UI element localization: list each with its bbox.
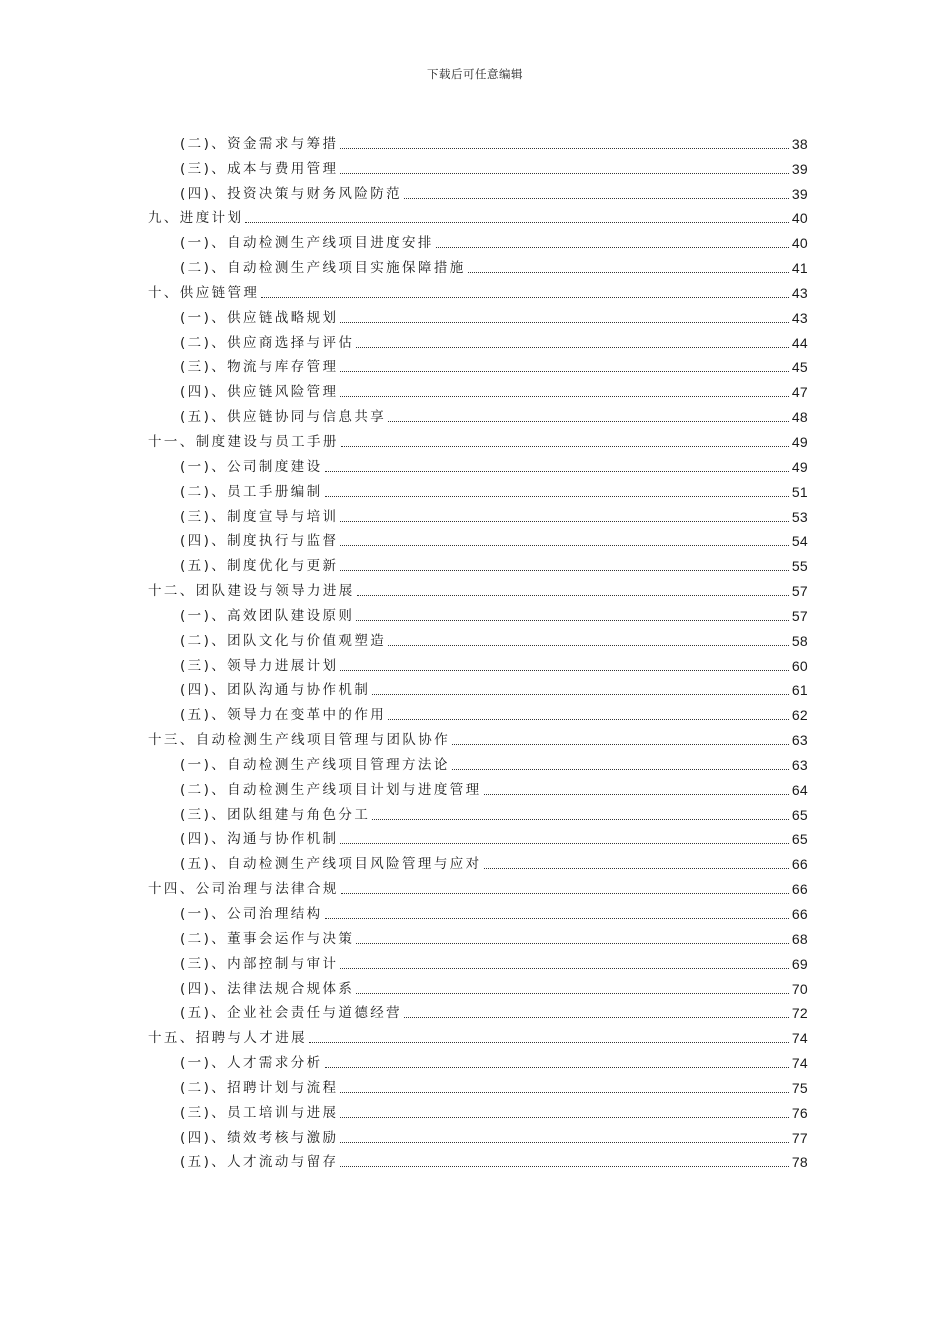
toc-page-number: 63 <box>791 732 808 749</box>
toc-dot-leader <box>452 769 789 770</box>
table-of-contents <box>148 127 808 1170</box>
toc-section-entry[interactable] <box>148 624 808 649</box>
toc-dot-leader <box>484 868 789 869</box>
toc-page-number: 75 <box>791 1079 808 1096</box>
toc-section-entry[interactable] <box>148 1146 808 1171</box>
toc-page-number: 43 <box>791 309 808 326</box>
toc-dot-leader <box>325 1067 789 1068</box>
toc-page-number: 49 <box>791 433 808 450</box>
toc-entry-title: 十三、自动检测生产线项目管理与团队协作 <box>148 732 451 749</box>
toc-entry-title: (四)、制度执行与监督 <box>180 533 339 550</box>
toc-dot-leader <box>340 843 788 844</box>
toc-entry-title: (二)、董事会运作与决策 <box>180 930 355 947</box>
toc-section-entry[interactable] <box>148 947 808 972</box>
toc-entry-title: (四)、供应链风险管理 <box>180 384 339 401</box>
toc-section-entry[interactable] <box>148 400 808 425</box>
toc-dot-leader <box>468 272 789 273</box>
toc-entry-title: (一)、公司治理结构 <box>180 906 323 922</box>
toc-page-number: 66 <box>791 906 808 922</box>
toc-dot-leader <box>340 1142 788 1143</box>
toc-entry-title: 十二、团队建设与领导力进展 <box>148 583 355 600</box>
toc-section-entry[interactable] <box>148 649 808 674</box>
toc-page-number: 57 <box>791 607 808 624</box>
toc-dot-leader <box>340 1166 788 1167</box>
toc-dot-leader <box>436 247 789 248</box>
toc-dot-leader <box>340 396 788 397</box>
toc-page-number: 57 <box>791 583 808 600</box>
toc-page-number: 40 <box>791 235 808 252</box>
toc-section-entry[interactable] <box>148 450 808 475</box>
toc-entry-title: (三)、领导力进展计划 <box>180 657 339 674</box>
toc-dot-leader <box>340 148 788 149</box>
toc-page-number: 55 <box>791 558 808 575</box>
toc-dot-leader <box>340 322 788 323</box>
toc-page-number: 38 <box>791 135 808 152</box>
toc-dot-leader <box>341 893 789 894</box>
toc-section-entry[interactable] <box>148 897 808 922</box>
toc-entry-title: (四)、投资决策与财务风险防范 <box>180 185 403 202</box>
toc-dot-leader <box>388 421 789 422</box>
toc-section-entry[interactable] <box>148 375 808 400</box>
toc-page-number: 77 <box>791 1129 808 1146</box>
toc-page-number: 74 <box>791 1055 808 1072</box>
toc-chapter-entry[interactable] <box>148 872 808 897</box>
toc-dot-leader <box>388 719 789 720</box>
toc-dot-leader <box>356 347 788 348</box>
toc-dot-leader <box>388 645 789 646</box>
toc-entry-title: (二)、团队文化与价值观塑造 <box>180 632 387 649</box>
toc-entry-title: (三)、员工培训与进展 <box>180 1104 339 1121</box>
toc-section-entry[interactable] <box>148 475 808 500</box>
toc-entry-title: (一)、公司制度建设 <box>180 458 323 475</box>
toc-entry-title: (四)、团队沟通与协作机制 <box>180 682 371 699</box>
toc-dot-leader <box>356 620 788 621</box>
toc-dot-leader <box>356 993 788 994</box>
toc-dot-leader <box>341 446 789 447</box>
toc-dot-leader <box>356 943 788 944</box>
toc-entry-title: (二)、供应商选择与评估 <box>180 334 355 351</box>
toc-dot-leader <box>452 744 789 745</box>
toc-section-entry[interactable] <box>148 748 808 773</box>
toc-dot-leader <box>404 1017 789 1018</box>
toc-section-entry[interactable] <box>148 326 808 351</box>
toc-dot-leader <box>325 496 789 497</box>
toc-page-number: 72 <box>791 1005 808 1022</box>
toc-entry-title: (四)、绩效考核与激励 <box>180 1129 339 1146</box>
toc-page-number: 70 <box>791 980 808 997</box>
toc-entry-title: (一)、自动检测生产线项目进度安排 <box>180 235 434 252</box>
toc-page-number: 66 <box>791 881 808 898</box>
toc-entry-title: (二)、资金需求与筹措 <box>180 135 339 152</box>
toc-dot-leader <box>325 918 789 919</box>
toc-page-number: 39 <box>791 160 808 177</box>
toc-page-number: 76 <box>791 1104 808 1121</box>
toc-dot-leader <box>372 819 789 820</box>
toc-dot-leader <box>340 173 788 174</box>
toc-page-number: 44 <box>791 334 808 351</box>
toc-entry-title: (三)、内部控制与审计 <box>180 955 339 972</box>
toc-page-number: 68 <box>791 930 808 947</box>
toc-dot-leader <box>484 794 789 795</box>
toc-section-entry[interactable] <box>148 847 808 872</box>
toc-section-entry[interactable] <box>148 922 808 947</box>
toc-page-number: 65 <box>791 831 808 848</box>
toc-section-entry[interactable] <box>148 798 808 823</box>
toc-chapter-entry[interactable] <box>148 425 808 450</box>
toc-page-number: 49 <box>791 458 808 475</box>
toc-entry-title: 十、供应链管理 <box>148 284 260 301</box>
toc-page-number: 45 <box>791 359 808 376</box>
toc-page-number: 41 <box>791 260 808 277</box>
toc-dot-leader <box>309 1042 789 1043</box>
toc-page-number: 63 <box>791 756 808 773</box>
toc-section-entry[interactable] <box>148 152 808 177</box>
toc-dot-leader <box>245 222 788 223</box>
toc-entry-title: 十一、制度建设与员工手册 <box>148 433 339 450</box>
page-header: 下载后可任意编辑 <box>427 67 523 81</box>
toc-page-number: 69 <box>791 955 808 972</box>
toc-page-number: 54 <box>791 533 808 550</box>
toc-section-entry[interactable] <box>148 823 808 848</box>
toc-entry-title: (二)、招聘计划与流程 <box>180 1079 339 1096</box>
toc-entry-title: (三)、制度宣导与培训 <box>180 508 339 525</box>
toc-page-number: 51 <box>791 483 808 500</box>
toc-entry-title: 十五、招聘与人才进展 <box>148 1030 307 1047</box>
toc-dot-leader <box>325 471 789 472</box>
toc-entry-title: (二)、员工手册编制 <box>180 483 323 500</box>
toc-page-number: 40 <box>791 210 808 227</box>
toc-section-entry[interactable] <box>148 251 808 276</box>
toc-entry-title: (五)、制度优化与更新 <box>180 558 339 575</box>
toc-dot-leader <box>340 545 788 546</box>
toc-entry-title: (五)、自动检测生产线项目风险管理与应对 <box>180 856 482 873</box>
toc-section-entry[interactable] <box>148 997 808 1022</box>
toc-entry-title: (二)、自动检测生产线项目计划与进度管理 <box>180 781 482 798</box>
toc-section-entry[interactable] <box>148 1096 808 1121</box>
toc-page-number: 64 <box>791 781 808 798</box>
toc-chapter-entry[interactable] <box>148 276 808 301</box>
toc-page-number: 74 <box>791 1030 808 1047</box>
toc-section-entry[interactable] <box>148 1121 808 1146</box>
toc-page-number: 58 <box>791 632 808 649</box>
toc-page-number: 60 <box>791 657 808 674</box>
toc-entry-title: (五)、供应链协同与信息共享 <box>180 409 387 426</box>
toc-chapter-entry[interactable] <box>148 202 808 227</box>
toc-section-entry[interactable] <box>148 301 808 326</box>
toc-chapter-entry[interactable] <box>148 574 808 599</box>
toc-entry-title: 十四、公司治理与法律合规 <box>148 881 339 898</box>
toc-entry-title: (一)、高效团队建设原则 <box>180 607 355 624</box>
toc-dot-leader <box>340 670 788 671</box>
toc-section-entry[interactable] <box>148 177 808 202</box>
toc-dot-leader <box>404 198 789 199</box>
toc-section-entry[interactable] <box>148 1046 808 1071</box>
toc-page-number: 78 <box>791 1154 808 1171</box>
toc-section-entry[interactable] <box>148 500 808 525</box>
toc-dot-leader <box>340 968 788 969</box>
toc-entry-title: (一)、供应链战略规划 <box>180 309 339 326</box>
toc-entry-title: (一)、人才需求分析 <box>180 1055 323 1072</box>
toc-entry-title: (五)、领导力在变革中的作用 <box>180 707 387 724</box>
toc-page-number: 47 <box>791 384 808 401</box>
toc-dot-leader <box>340 1092 788 1093</box>
toc-entry-title: (三)、团队组建与角色分工 <box>180 806 371 823</box>
toc-dot-leader <box>261 297 789 298</box>
toc-section-entry[interactable] <box>148 549 808 574</box>
toc-section-entry[interactable] <box>148 674 808 699</box>
toc-chapter-entry[interactable] <box>148 723 808 748</box>
toc-page-number: 66 <box>791 856 808 873</box>
toc-dot-leader <box>340 371 788 372</box>
toc-entry-title: (二)、自动检测生产线项目实施保障措施 <box>180 260 466 277</box>
toc-section-entry[interactable] <box>148 127 808 152</box>
toc-section-entry[interactable] <box>148 525 808 550</box>
toc-chapter-entry[interactable] <box>148 1021 808 1046</box>
toc-entry-title: (一)、自动检测生产线项目管理方法论 <box>180 756 450 773</box>
toc-page-number: 48 <box>791 409 808 426</box>
toc-page-number: 43 <box>791 284 808 301</box>
toc-dot-leader <box>340 1117 788 1118</box>
toc-section-entry[interactable] <box>148 599 808 624</box>
toc-section-entry[interactable] <box>148 698 808 723</box>
toc-section-entry[interactable] <box>148 1071 808 1096</box>
toc-entry-title: (四)、沟通与协作机制 <box>180 831 339 848</box>
toc-page-number: 65 <box>791 806 808 823</box>
toc-entry-title: 九、进度计划 <box>148 210 244 227</box>
toc-section-entry[interactable] <box>148 972 808 997</box>
toc-entry-title: (三)、成本与费用管理 <box>180 160 339 177</box>
toc-page-number: 53 <box>791 508 808 525</box>
toc-dot-leader <box>340 521 788 522</box>
toc-entry-title: (五)、人才流动与留存 <box>180 1154 339 1171</box>
toc-dot-leader <box>357 595 789 596</box>
toc-dot-leader <box>372 694 789 695</box>
toc-entry-title: (四)、法律法规合规体系 <box>180 980 355 997</box>
toc-page-number: 61 <box>791 682 808 699</box>
toc-section-entry[interactable] <box>148 351 808 376</box>
toc-section-entry[interactable] <box>148 773 808 798</box>
toc-section-entry[interactable] <box>148 226 808 251</box>
toc-page-number: 39 <box>791 185 808 202</box>
toc-entry-title: (五)、企业社会责任与道德经营 <box>180 1005 403 1022</box>
toc-dot-leader <box>340 570 788 571</box>
toc-page-number: 62 <box>791 707 808 724</box>
toc-entry-title: (三)、物流与库存管理 <box>180 359 339 376</box>
